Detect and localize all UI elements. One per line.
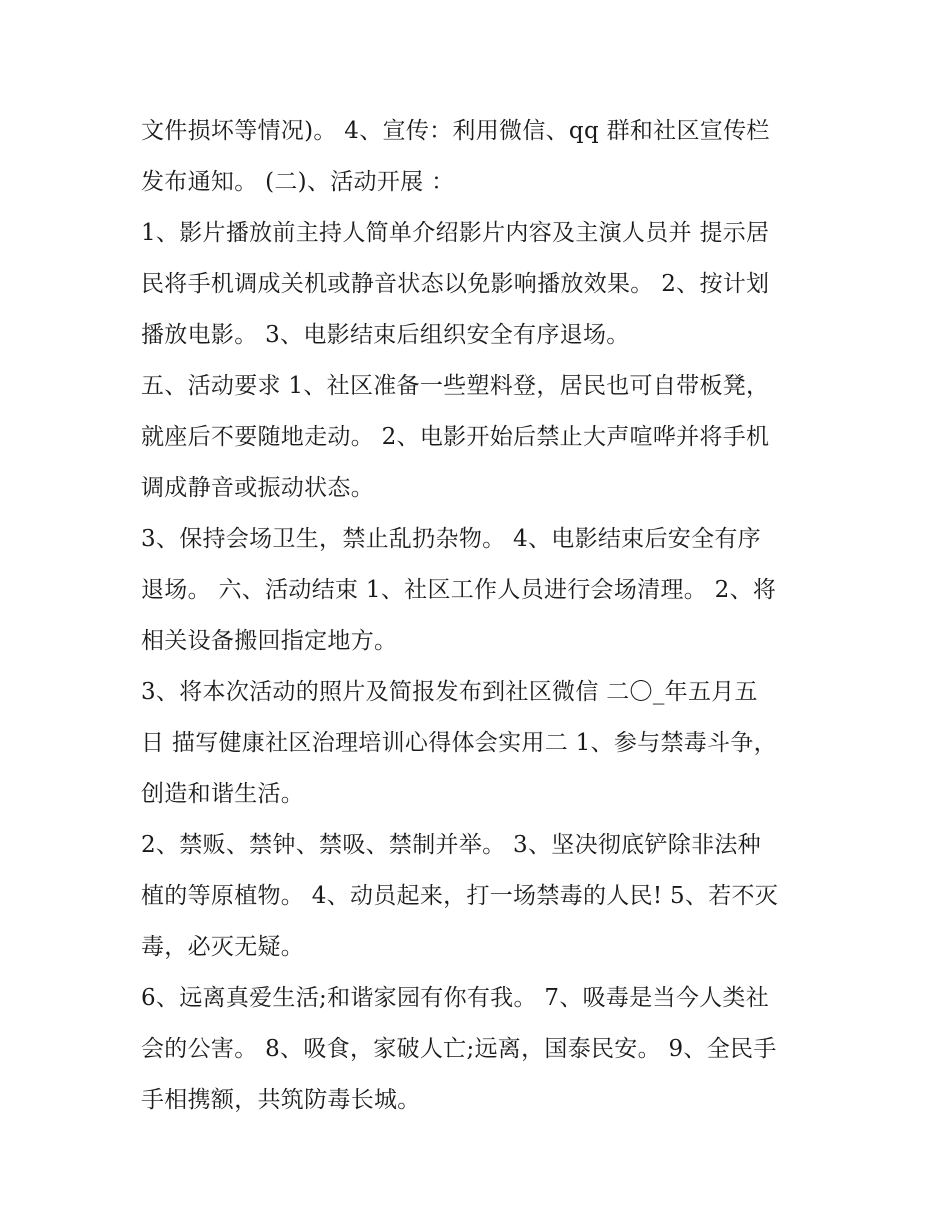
text-line: 民将手机调成关机或静音状态以免影响播放效果。 2、按计划 <box>141 271 770 297</box>
paragraph-4 <box>141 514 821 667</box>
paragraph-1 <box>141 106 821 208</box>
text-line: 发布通知。 (二)、活动开展 ： <box>141 169 455 195</box>
text-line: 手相携额，共筑防毒长城。 <box>141 1087 421 1113</box>
text-line: 6、远离真爱生活;和谐家园有你有我。 7、吸毒是当今人类社 <box>141 985 770 1011</box>
paragraph-3 <box>141 361 821 514</box>
text-line: 会的公害。 8、吸食，家破人亡;远离，国泰民安。 9、全民手 <box>141 1036 777 1062</box>
text-line: 毒，必灭无疑。 <box>141 934 305 960</box>
text-line: 文件损坏等情况)。 4、宣传：利用微信、qq 群和社区宣传栏 <box>141 118 770 144</box>
text-line: 3、将本次活动的照片及简报发布到社区微信 二〇_年五月五 <box>141 679 758 705</box>
text-line: 调成静音或振动状态。 <box>141 475 374 501</box>
paragraph-5 <box>141 667 821 820</box>
text-line: 相关设备搬回指定地方。 <box>141 628 398 654</box>
paragraph-6 <box>141 820 821 973</box>
text-line: 创造和谐生活。 <box>141 781 305 807</box>
text-line: 日 描写健康社区治理培训心得体会实用二 1、参与禁毒斗争， <box>141 730 777 756</box>
text-line: 1、影片播放前主持人简单介绍影片内容及主演人员并 提示居 <box>141 220 770 246</box>
paragraph-7 <box>141 973 821 1126</box>
text-line: 五、活动要求 1、社区准备一些塑料登，居民也可自带板凳， <box>141 373 770 399</box>
text-line: 植的等原植物。 4、动员起来，打一场禁毒的人民! 5、若不灭 <box>141 883 779 909</box>
text-line: 2、禁贩、禁钟、禁吸、禁制并举。 3、坚决彻底铲除非法种 <box>141 832 761 858</box>
document-body <box>141 106 821 1126</box>
text-line: 退场。 六、活动结束 1、社区工作人员进行会场清理。 2、将 <box>141 577 777 603</box>
paragraph-2 <box>141 208 821 361</box>
text-line: 3、保持会场卫生，禁止乱扔杂物。 4、电影结束后安全有序 <box>141 526 761 552</box>
text-line: 播放电影。 3、电影结束后组织安全有序退场。 <box>141 322 630 348</box>
text-line: 就座后不要随地走动。 2、电影开始后禁止大声喧哗并将手机 <box>141 424 770 450</box>
